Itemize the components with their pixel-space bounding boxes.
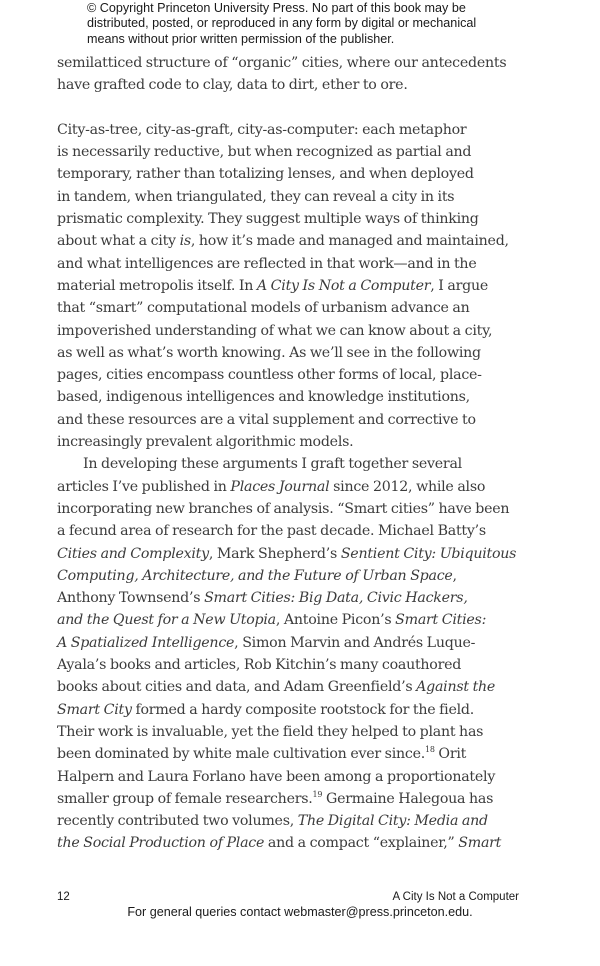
book-title: and the Quest for a New Utopia (57, 612, 276, 629)
text-span: Orit (434, 746, 467, 763)
paragraph-gap (57, 97, 527, 119)
running-title: A City Is Not a Computer (392, 891, 519, 903)
text-line: impoverished understanding of what we can know about a city, (57, 322, 493, 339)
text-line (57, 565, 527, 587)
text-line: pages, cities encompass countless other forms of local, place- (57, 367, 482, 384)
text-line: In developing these arguments I graft together several (83, 456, 462, 473)
text-line: have grafted code to clay, data to dirt, ether to ore. (57, 77, 408, 94)
text-span: , how it’s made and managed and maintained, (190, 233, 509, 250)
text-line: incorporating new branches of analysis. “Smart cities” have been (57, 500, 510, 517)
copyright-line: means without prior written permission of the publisher. (87, 31, 395, 46)
copyright-line: © Copyright Princeton University Press. No part of this book may be (87, 1, 466, 15)
paragraph-metaphors (57, 119, 527, 453)
text-span: material metropolis itself. In (57, 277, 257, 294)
book-title: Sentient City: Ubiquitous (340, 545, 517, 562)
text-line: semilatticed structure of “organic” cities, where our antecedents (57, 55, 507, 71)
text-span: smaller group of female researchers. (57, 790, 313, 807)
text-line (57, 632, 527, 654)
text-line (57, 676, 527, 698)
text-line (57, 476, 527, 498)
book-title: Smart Cities: (395, 612, 487, 629)
book-title: Smart Cities: Big Data, Civic Hackers, (204, 590, 468, 607)
text-span: since 2012, while also (329, 478, 486, 495)
text-line: as well as what’s worth knowing. As we’ll see in the following (57, 344, 481, 361)
text-line: is necessarily reductive, but when recognized as partial and (57, 144, 472, 161)
text-span: been dominated by white male cultivation ever since. (57, 746, 425, 763)
journal-title: Places Journal (230, 478, 330, 495)
text-line: and what intelligences are reflected in that work—and in the (57, 255, 477, 272)
text-line: a fecund area of research for the past decade. Michael Batty’s (57, 523, 486, 540)
text-span: articles I’ve published in (57, 478, 231, 495)
text-span: and a compact “explainer,” (264, 835, 459, 852)
text-line (57, 587, 527, 609)
text-span: Germaine Halegoua has (322, 790, 494, 807)
book-title: Cities and Complexity (57, 545, 209, 562)
text-line: Their work is invaluable, yet the field they helped to plant has (57, 723, 484, 740)
text-line (57, 788, 527, 810)
text-line: based, indigenous intelligences and knowledge institutions, (57, 389, 470, 406)
text-span: , Antoine Picon’s (275, 612, 396, 629)
text-line: that “smart” computational models of urbanism advance an (57, 300, 470, 317)
text-span: , (452, 567, 457, 584)
text-span: , Mark Shepherd’s (208, 545, 341, 562)
book-title: A City Is Not a Computer (256, 277, 431, 294)
paragraph-literature (57, 453, 527, 854)
text-line (57, 275, 527, 297)
body-text (57, 52, 527, 855)
text-line (57, 743, 527, 765)
text-span: recently contributed two volumes, (57, 813, 298, 830)
text-line: prismatic complexity. They suggest multiple ways of thinking (57, 211, 479, 228)
text-span: books about cities and data, and Adam Greenfield’s (57, 679, 417, 696)
emphasis: is (179, 233, 191, 250)
text-span: Anthony Townsend’s (57, 590, 205, 607)
text-line: temporary, rather than totalizing lenses, and when deployed (57, 166, 474, 183)
book-title: the Social Production of Place (57, 835, 265, 852)
text-line: in tandem, when triangulated, they can reveal a city in its (57, 188, 455, 205)
paragraph-continued (57, 52, 527, 97)
text-line (57, 699, 527, 721)
footnote-ref-19[interactable]: 19 (312, 789, 323, 799)
page-number: 12 (57, 891, 70, 903)
text-line: Halpern and Laura Forlano have been among a proportionately (57, 768, 496, 785)
book-title: A Spatialized Intelligence (57, 634, 235, 651)
footnote-ref-18[interactable]: 18 (424, 745, 435, 755)
contact-line: For general queries contact webmaster@press.princeton.edu. (127, 905, 473, 919)
copyright-notice (87, 1, 527, 47)
book-title: The Digital City: Media and (297, 813, 488, 830)
text-line: increasingly prevalent algorithmic models. (57, 434, 354, 451)
text-line (57, 810, 527, 832)
text-span: about what a city (57, 233, 180, 250)
text-line: City-as-tree, city-as-graft, city-as-computer: each metaphor (57, 121, 467, 138)
text-line: and these resources are a vital supplement and corrective to (57, 411, 476, 428)
text-line (57, 609, 527, 631)
text-line: Ayala’s books and articles, Rob Kitchin’s many coauthored (57, 657, 462, 674)
text-span: , I argue (430, 277, 489, 294)
text-span: , Simon Marvin and Andrés Luque- (234, 634, 476, 651)
book-title: Against the (416, 679, 496, 696)
text-line (57, 230, 527, 252)
book-title: Computing, Architecture, and the Future of Urban Space (57, 567, 453, 584)
book-title: Smart City (57, 701, 132, 718)
book-title: Smart (458, 835, 502, 852)
text-line (57, 832, 527, 854)
text-line (57, 543, 527, 565)
text-span: formed a hardy composite rootstock for the field. (131, 701, 474, 718)
copyright-line: distributed, posted, or reproduced in any form by digital or mechanical (87, 16, 477, 31)
